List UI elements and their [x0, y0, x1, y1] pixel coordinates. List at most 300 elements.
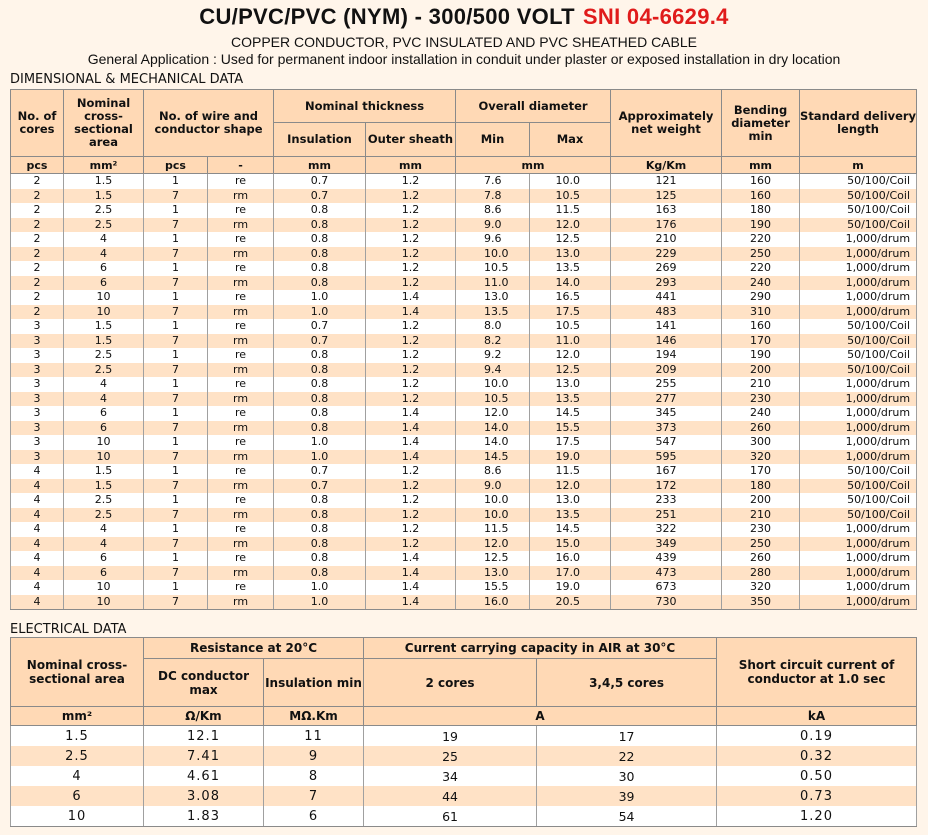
cell-weight: 595	[611, 450, 722, 465]
table-row	[11, 537, 917, 552]
cell-area: 10	[64, 450, 144, 465]
cell-bending: 160	[722, 319, 800, 334]
cell-wire-count: 7	[144, 276, 208, 291]
cell-shape: rm	[208, 421, 274, 436]
table-row	[11, 406, 917, 421]
cell-weight: 233	[611, 493, 722, 508]
cell-delivery: 1,000/drum	[800, 450, 917, 465]
dimensional-section-title: DIMENSIONAL & MECHANICAL DATA	[10, 72, 244, 87]
cell-cores: 4	[11, 595, 64, 610]
cell-weight: 209	[611, 363, 722, 378]
cell-diameter-min: 14.0	[456, 435, 530, 450]
table-row	[11, 450, 917, 465]
table-row	[11, 276, 917, 291]
cell-diameter-max: 17.5	[530, 305, 611, 320]
cell-weight: 322	[611, 522, 722, 537]
cell-sheath: 1.2	[366, 508, 456, 523]
cell-shape: re	[208, 319, 274, 334]
cell-insulation: 0.8	[274, 392, 366, 407]
table-row	[11, 595, 917, 610]
cell-current-2-cores: 61	[364, 806, 537, 827]
cell-shape: re	[208, 406, 274, 421]
cell-shape: re	[208, 377, 274, 392]
cell-diameter-max: 11.0	[530, 334, 611, 349]
cell-diameter-max: 14.5	[530, 522, 611, 537]
cell-sheath: 1.2	[366, 276, 456, 291]
cell-area: 10	[64, 435, 144, 450]
cell-weight: 730	[611, 595, 722, 610]
cell-diameter-min: 8.6	[456, 464, 530, 479]
cell-insulation: 0.7	[274, 334, 366, 349]
cell-dc-resistance: 7.41	[144, 746, 264, 766]
header-max: Max	[530, 123, 611, 157]
cell-cores: 2	[11, 203, 64, 218]
cell-bending: 190	[722, 348, 800, 363]
cell-area: 1.5	[64, 334, 144, 349]
cell-area: 2.5	[64, 493, 144, 508]
cell-wire-count: 1	[144, 493, 208, 508]
cell-delivery: 1,000/drum	[800, 305, 917, 320]
cell-delivery: 1,000/drum	[800, 232, 917, 247]
cell-area: 2.5	[11, 746, 144, 766]
cell-area: 6	[64, 276, 144, 291]
el-units-row	[11, 707, 917, 726]
cell-bending: 160	[722, 174, 800, 189]
cell-area: 10	[64, 580, 144, 595]
standard-code: SNI 04-6629.4	[582, 4, 729, 29]
cell-shape: re	[208, 493, 274, 508]
cell-delivery: 1,000/drum	[800, 406, 917, 421]
cell-delivery: 50/100/Coil	[800, 464, 917, 479]
cell-bending: 260	[722, 421, 800, 436]
table-row	[11, 232, 917, 247]
table-row	[11, 334, 917, 349]
cell-insulation: 1.0	[274, 290, 366, 305]
cell-insulation: 0.8	[274, 348, 366, 363]
cell-area: 2.5	[64, 508, 144, 523]
cell-weight: 349	[611, 537, 722, 552]
cell-cores: 4	[11, 464, 64, 479]
cell-shape: rm	[208, 189, 274, 204]
cell-cores: 2	[11, 276, 64, 291]
cell-diameter-max: 17.5	[530, 435, 611, 450]
cell-cores: 3	[11, 334, 64, 349]
table-row	[11, 392, 917, 407]
cell-diameter-min: 16.0	[456, 595, 530, 610]
cell-weight: 441	[611, 290, 722, 305]
cable-type-title: CU/PVC/PVC (NYM) - 300/500 VOLT	[199, 4, 575, 29]
cell-delivery: 50/100/Coil	[800, 203, 917, 218]
cell-bending: 220	[722, 261, 800, 276]
cell-insulation: 0.8	[274, 421, 366, 436]
table-row	[11, 421, 917, 436]
cell-diameter-max: 16.0	[530, 551, 611, 566]
el-unit-cell: mm²	[11, 707, 144, 726]
cell-insulation: 0.8	[274, 247, 366, 262]
cell-weight: 473	[611, 566, 722, 581]
cell-delivery: 50/100/Coil	[800, 363, 917, 378]
unit-cell: pcs	[11, 157, 64, 174]
cell-insulation: 0.8	[274, 551, 366, 566]
cell-wire-count: 1	[144, 290, 208, 305]
cell-delivery: 1,000/drum	[800, 392, 917, 407]
table-row	[11, 766, 917, 786]
cell-wire-count: 1	[144, 319, 208, 334]
cell-insulation-resistance: 6	[264, 806, 364, 827]
cell-sheath: 1.2	[366, 203, 456, 218]
unit-cell: mm²	[64, 157, 144, 174]
cell-sheath: 1.2	[366, 479, 456, 494]
cell-cores: 2	[11, 218, 64, 233]
cell-cores: 4	[11, 522, 64, 537]
cell-bending: 170	[722, 464, 800, 479]
cell-area: 6	[64, 421, 144, 436]
cell-short-circuit: 0.19	[717, 726, 917, 747]
cell-delivery: 1,000/drum	[800, 421, 917, 436]
cell-shape: rm	[208, 392, 274, 407]
cell-diameter-min: 9.4	[456, 363, 530, 378]
cell-diameter-min: 14.5	[456, 450, 530, 465]
table-row	[11, 377, 917, 392]
cell-diameter-max: 14.0	[530, 276, 611, 291]
cell-delivery: 50/100/Coil	[800, 174, 917, 189]
cell-area: 4	[64, 232, 144, 247]
cell-diameter-min: 10.0	[456, 493, 530, 508]
cell-diameter-min: 10.0	[456, 247, 530, 262]
cell-area: 4	[11, 766, 144, 786]
cell-diameter-max: 15.0	[530, 537, 611, 552]
cell-area: 4	[64, 377, 144, 392]
cell-cores: 3	[11, 363, 64, 378]
cell-insulation: 0.8	[274, 537, 366, 552]
table-row	[11, 580, 917, 595]
cell-current-2-cores: 34	[364, 766, 537, 786]
cell-sheath: 1.4	[366, 421, 456, 436]
cell-wire-count: 1	[144, 406, 208, 421]
cell-insulation: 0.8	[274, 377, 366, 392]
cell-delivery: 50/100/Coil	[800, 508, 917, 523]
cell-diameter-min: 13.0	[456, 566, 530, 581]
cell-dc-resistance: 1.83	[144, 806, 264, 827]
cell-cores: 3	[11, 348, 64, 363]
cell-diameter-max: 19.0	[530, 580, 611, 595]
cell-diameter-max: 13.0	[530, 247, 611, 262]
cell-weight: 345	[611, 406, 722, 421]
cell-shape: rm	[208, 305, 274, 320]
cell-wire-count: 7	[144, 305, 208, 320]
cell-shape: rm	[208, 508, 274, 523]
cell-bending: 240	[722, 276, 800, 291]
cell-area: 10	[64, 305, 144, 320]
cell-delivery: 1,000/drum	[800, 551, 917, 566]
cell-insulation: 1.0	[274, 435, 366, 450]
cell-insulation: 0.7	[274, 319, 366, 334]
cell-bending: 200	[722, 363, 800, 378]
header-min: Min	[456, 123, 530, 157]
cell-sheath: 1.2	[366, 537, 456, 552]
cell-bending: 170	[722, 334, 800, 349]
cell-insulation: 0.7	[274, 189, 366, 204]
cell-insulation: 0.8	[274, 493, 366, 508]
cell-insulation-resistance: 8	[264, 766, 364, 786]
cell-bending: 160	[722, 189, 800, 204]
cell-bending: 320	[722, 580, 800, 595]
cell-insulation: 0.8	[274, 218, 366, 233]
cell-delivery: 1,000/drum	[800, 595, 917, 610]
cell-bending: 280	[722, 566, 800, 581]
cell-shape: rm	[208, 537, 274, 552]
el-header-resistance: Resistance at 20°C	[144, 638, 364, 659]
cell-wire-count: 1	[144, 580, 208, 595]
cell-sheath: 1.2	[366, 232, 456, 247]
cell-diameter-min: 9.2	[456, 348, 530, 363]
cell-diameter-max: 10.5	[530, 189, 611, 204]
unit-cell: mm	[456, 157, 611, 174]
cell-diameter-max: 12.5	[530, 363, 611, 378]
cell-cores: 4	[11, 508, 64, 523]
header-insulation: Insulation	[274, 123, 366, 157]
page-title	[0, 4, 928, 30]
cell-wire-count: 7	[144, 363, 208, 378]
cell-sheath: 1.4	[366, 595, 456, 610]
el-header-current: Current carrying capacity in AIR at 30°C	[364, 638, 717, 659]
cell-bending: 180	[722, 479, 800, 494]
cell-bending: 240	[722, 406, 800, 421]
cell-weight: 125	[611, 189, 722, 204]
unit-cell: pcs	[144, 157, 208, 174]
cell-shape: re	[208, 435, 274, 450]
cell-weight: 293	[611, 276, 722, 291]
cell-diameter-max: 13.5	[530, 392, 611, 407]
cell-diameter-min: 8.0	[456, 319, 530, 334]
cell-wire-count: 7	[144, 479, 208, 494]
cell-sheath: 1.2	[366, 348, 456, 363]
cell-sheath: 1.4	[366, 566, 456, 581]
cell-weight: 277	[611, 392, 722, 407]
cell-wire-count: 7	[144, 218, 208, 233]
cell-cores: 3	[11, 421, 64, 436]
header-area: Nominal cross-sectional area	[64, 90, 144, 157]
cell-shape: rm	[208, 247, 274, 262]
cell-insulation: 1.0	[274, 450, 366, 465]
cell-diameter-max: 12.5	[530, 232, 611, 247]
cell-delivery: 1,000/drum	[800, 435, 917, 450]
cell-delivery: 1,000/drum	[800, 276, 917, 291]
cell-shape: rm	[208, 334, 274, 349]
cell-delivery: 50/100/Coil	[800, 218, 917, 233]
cell-insulation: 0.7	[274, 174, 366, 189]
cell-short-circuit: 0.50	[717, 766, 917, 786]
cell-wire-count: 1	[144, 174, 208, 189]
cell-sheath: 1.2	[366, 464, 456, 479]
cell-cores: 3	[11, 435, 64, 450]
cell-wire-count: 1	[144, 551, 208, 566]
cell-shape: re	[208, 464, 274, 479]
cell-delivery: 1,000/drum	[800, 261, 917, 276]
cell-bending: 250	[722, 537, 800, 552]
cell-cores: 3	[11, 319, 64, 334]
cell-shape: re	[208, 203, 274, 218]
cell-sheath: 1.4	[366, 551, 456, 566]
cell-shape: rm	[208, 363, 274, 378]
cell-sheath: 1.2	[366, 189, 456, 204]
cell-area: 1.5	[64, 189, 144, 204]
cell-shape: re	[208, 261, 274, 276]
cell-area: 2.5	[64, 348, 144, 363]
cell-shape: re	[208, 232, 274, 247]
cell-cores: 2	[11, 261, 64, 276]
cell-diameter-max: 20.5	[530, 595, 611, 610]
cell-area: 4	[64, 522, 144, 537]
cell-delivery: 50/100/Coil	[800, 319, 917, 334]
general-application: General Application : Used for permanent indoor installation in conduit under plaster or exposed installation in dry location	[87, 51, 841, 67]
cell-diameter-min: 10.5	[456, 261, 530, 276]
table-row	[11, 551, 917, 566]
cell-wire-count: 7	[144, 392, 208, 407]
cable-description: COPPER CONDUCTOR, PVC INSULATED AND PVC SHEATHED CABLE	[231, 34, 697, 50]
table-row	[11, 522, 917, 537]
table-row	[11, 363, 917, 378]
cell-area: 2.5	[64, 203, 144, 218]
cell-weight: 269	[611, 261, 722, 276]
cell-sheath: 1.2	[366, 218, 456, 233]
cell-bending: 310	[722, 305, 800, 320]
cell-sheath: 1.2	[366, 174, 456, 189]
cell-diameter-min: 12.5	[456, 551, 530, 566]
cell-diameter-min: 10.5	[456, 392, 530, 407]
cell-shape: re	[208, 174, 274, 189]
cell-diameter-max: 12.0	[530, 218, 611, 233]
cell-diameter-max: 17.0	[530, 566, 611, 581]
cell-sheath: 1.2	[366, 261, 456, 276]
cell-sheath: 1.2	[366, 377, 456, 392]
cell-delivery: 1,000/drum	[800, 537, 917, 552]
table-row	[11, 508, 917, 523]
cell-insulation: 0.8	[274, 508, 366, 523]
unit-cell: mm	[274, 157, 366, 174]
cell-shape: re	[208, 580, 274, 595]
table-row	[11, 566, 917, 581]
el-header-dc: DC conductor max	[144, 659, 264, 707]
cell-diameter-min: 9.6	[456, 232, 530, 247]
table-row	[11, 479, 917, 494]
cell-wire-count: 1	[144, 232, 208, 247]
cell-wire-count: 7	[144, 508, 208, 523]
cell-wire-count: 1	[144, 377, 208, 392]
cell-area: 6	[64, 406, 144, 421]
cell-wire-count: 7	[144, 421, 208, 436]
cell-bending: 260	[722, 551, 800, 566]
unit-cell: Kg/Km	[611, 157, 722, 174]
cell-diameter-min: 9.0	[456, 479, 530, 494]
cell-diameter-min: 8.6	[456, 203, 530, 218]
cell-delivery: 1,000/drum	[800, 566, 917, 581]
cell-bending: 250	[722, 247, 800, 262]
electrical-table	[10, 637, 917, 827]
cell-diameter-min: 12.0	[456, 406, 530, 421]
cell-cores: 2	[11, 290, 64, 305]
cell-diameter-min: 10.0	[456, 508, 530, 523]
cell-bending: 230	[722, 392, 800, 407]
dimensional-table	[10, 89, 917, 610]
cell-current-2-cores: 44	[364, 786, 537, 806]
cell-weight: 121	[611, 174, 722, 189]
cell-insulation: 1.0	[274, 305, 366, 320]
cell-sheath: 1.2	[366, 522, 456, 537]
cell-wire-count: 7	[144, 595, 208, 610]
cell-weight: 229	[611, 247, 722, 262]
header-weight: Approximately net weight	[611, 90, 722, 157]
header-delivery: Standard delivery length	[800, 90, 917, 157]
cell-sheath: 1.4	[366, 435, 456, 450]
table-row	[11, 786, 917, 806]
cell-diameter-min: 15.5	[456, 580, 530, 595]
unit-cell: mm	[722, 157, 800, 174]
cell-area: 2.5	[64, 218, 144, 233]
cell-current-multi-cores: 54	[537, 806, 717, 827]
cell-area: 6	[64, 261, 144, 276]
table-row	[11, 348, 917, 363]
cell-weight: 146	[611, 334, 722, 349]
cell-weight: 141	[611, 319, 722, 334]
cell-cores: 2	[11, 232, 64, 247]
cell-bending: 200	[722, 493, 800, 508]
el-header-area: Nominal cross-sectional area	[11, 638, 144, 707]
cell-weight: 251	[611, 508, 722, 523]
cell-insulation: 0.8	[274, 261, 366, 276]
cell-sheath: 1.2	[366, 493, 456, 508]
cell-insulation: 0.8	[274, 203, 366, 218]
cell-weight: 167	[611, 464, 722, 479]
cell-shape: rm	[208, 450, 274, 465]
cell-insulation-resistance: 7	[264, 786, 364, 806]
cell-cores: 4	[11, 537, 64, 552]
cell-current-multi-cores: 17	[537, 726, 717, 747]
cell-wire-count: 1	[144, 261, 208, 276]
cell-insulation-resistance: 11	[264, 726, 364, 747]
table-row	[11, 218, 917, 233]
header-overall-diameter: Overall diameter	[456, 90, 611, 123]
cell-bending: 230	[722, 522, 800, 537]
cell-diameter-min: 9.0	[456, 218, 530, 233]
cell-bending: 300	[722, 435, 800, 450]
cell-sheath: 1.4	[366, 450, 456, 465]
cell-bending: 190	[722, 218, 800, 233]
cell-area: 1.5	[64, 174, 144, 189]
el-header-short-circuit: Short circuit current of conductor at 1.0 sec	[717, 638, 917, 707]
cell-wire-count: 7	[144, 566, 208, 581]
cell-cores: 3	[11, 392, 64, 407]
table-row	[11, 319, 917, 334]
cell-insulation: 0.8	[274, 522, 366, 537]
el-unit-cell: A	[364, 707, 717, 726]
el-header-two-cores: 2 cores	[364, 659, 537, 707]
cell-wire-count: 7	[144, 247, 208, 262]
cell-diameter-max: 10.0	[530, 174, 611, 189]
cell-cores: 4	[11, 493, 64, 508]
table-row	[11, 464, 917, 479]
cell-delivery: 50/100/Coil	[800, 479, 917, 494]
cell-diameter-max: 13.5	[530, 508, 611, 523]
cell-short-circuit: 0.73	[717, 786, 917, 806]
cell-diameter-min: 11.0	[456, 276, 530, 291]
cell-diameter-max: 13.0	[530, 493, 611, 508]
cell-shape: rm	[208, 595, 274, 610]
cell-diameter-min: 7.8	[456, 189, 530, 204]
cell-diameter-min: 8.2	[456, 334, 530, 349]
cell-cores: 3	[11, 450, 64, 465]
header-outer-sheath: Outer sheath	[366, 123, 456, 157]
